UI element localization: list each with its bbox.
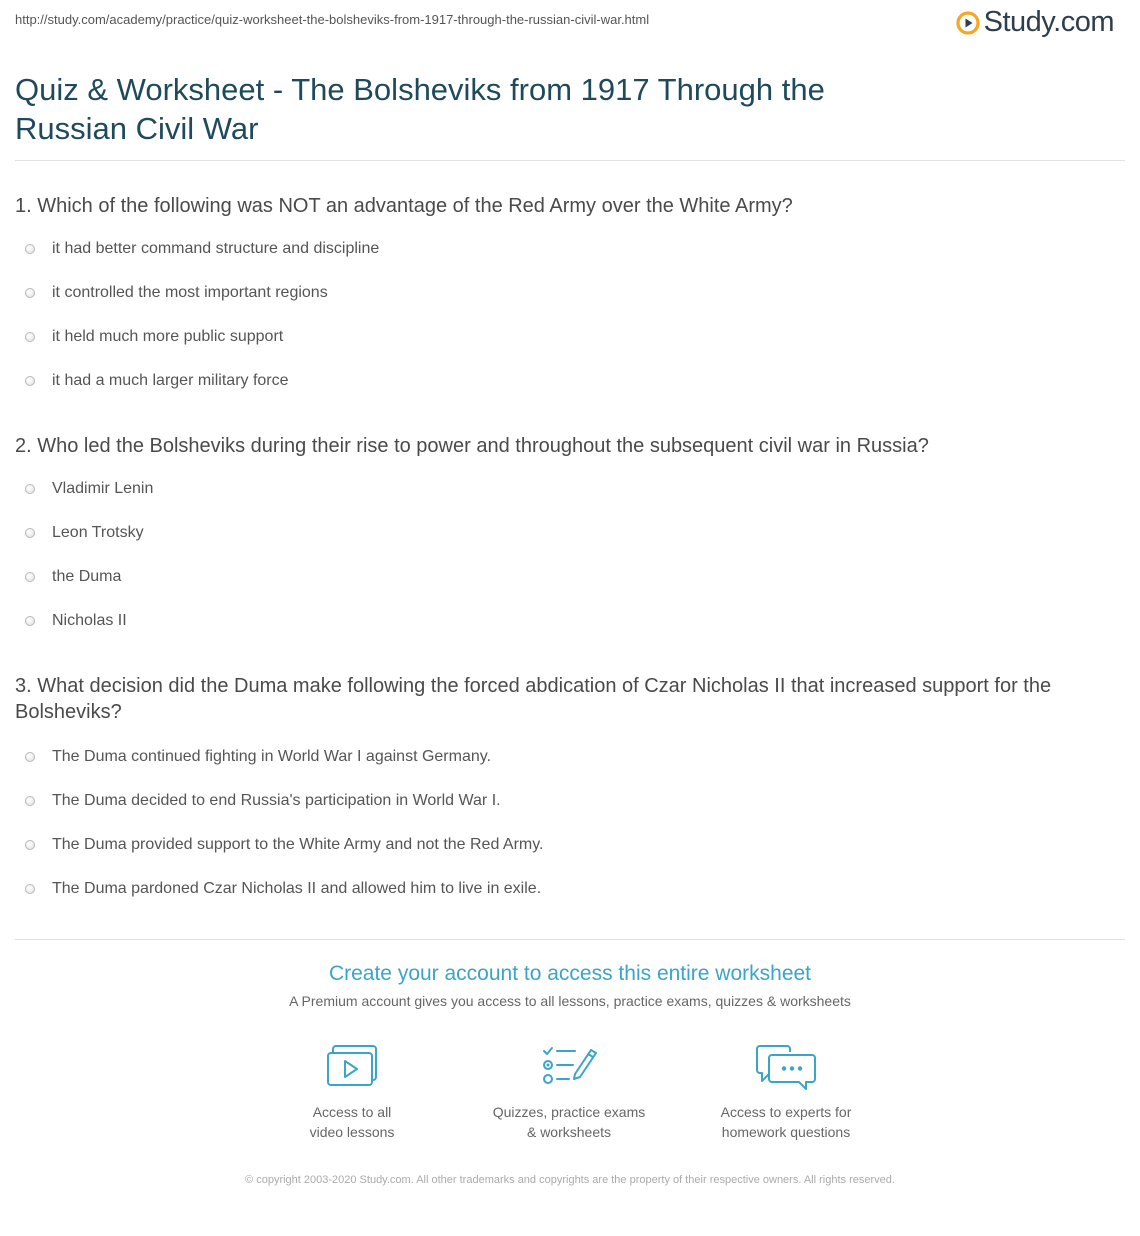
question-text: 2. Who led the Bolsheviks during their rise to power and throughout the subsequent civil war in Russia?	[15, 435, 929, 457]
copyright-notice: © copyright 2003-2020 Study.com. All other trademarks and copyrights are the property of their respective owners. All rights reserved.	[245, 1174, 895, 1186]
answer-option[interactable]	[15, 315, 1112, 359]
answer-label: The Duma decided to end Russia's participation in World War I.	[52, 792, 501, 809]
answer-label: Vladimir Lenin	[52, 480, 154, 497]
answer-option[interactable]	[15, 823, 1112, 867]
question-2	[15, 433, 1112, 643]
answer-label: The Duma continued fighting in World War I against Germany.	[52, 748, 492, 765]
radio-button[interactable]	[25, 244, 35, 254]
radio-button[interactable]	[25, 572, 35, 582]
study-logo[interactable]	[956, 6, 1114, 39]
feature-label-line: video lessons	[309, 1124, 395, 1140]
chat-bubbles-icon	[754, 1044, 818, 1090]
create-account-link[interactable]: Create your account to access this entire worksheet	[328, 962, 812, 985]
premium-subtitle: A Premium account gives you access to all lessons, practice exams, quizzes & worksheets	[289, 993, 851, 1009]
answer-label: it had a much larger military force	[52, 372, 289, 389]
radio-button[interactable]	[25, 484, 35, 494]
feature-quizzes	[479, 1044, 659, 1142]
radio-button[interactable]	[25, 796, 35, 806]
answer-option[interactable]	[15, 555, 1112, 599]
answer-label: it held much more public support	[52, 328, 284, 345]
radio-button[interactable]	[25, 332, 35, 342]
radio-button[interactable]	[25, 616, 35, 626]
answer-label: the Duma	[52, 568, 122, 585]
page-title: Quiz & Worksheet - The Bolsheviks from 1917 Through the Russian Civil War	[15, 72, 825, 146]
logo-text: Study.com	[983, 6, 1114, 38]
feature-experts	[696, 1044, 876, 1142]
answer-option[interactable]	[15, 867, 1112, 911]
answer-label: Nicholas II	[52, 612, 127, 629]
radio-button[interactable]	[25, 376, 35, 386]
feature-label	[696, 1102, 876, 1142]
question-text: 1. Which of the following was NOT an advantage of the Red Army over the White Army?	[15, 195, 793, 217]
radio-button[interactable]	[25, 884, 35, 894]
divider	[15, 939, 1125, 940]
quiz-checklist-icon	[541, 1044, 597, 1088]
feature-label-line: homework questions	[721, 1124, 851, 1140]
page-url: http://study.com/academy/practice/quiz-worksheet-the-bolsheviks-from-1917-through-the-russian-civil-war.html	[15, 12, 650, 27]
answer-label: Leon Trotsky	[52, 524, 144, 541]
radio-button[interactable]	[25, 840, 35, 850]
video-lessons-icon	[326, 1044, 378, 1088]
question-1	[15, 193, 1112, 403]
feature-label	[262, 1102, 442, 1142]
feature-video-lessons	[262, 1044, 442, 1142]
answer-option[interactable]	[15, 735, 1112, 779]
answer-option[interactable]	[15, 511, 1112, 555]
radio-button[interactable]	[25, 528, 35, 538]
feature-label-line: Access to all	[312, 1104, 392, 1120]
answer-label: The Duma provided support to the White Army and not the Red Army.	[52, 836, 544, 853]
feature-label-line: Access to experts for	[720, 1104, 852, 1120]
answer-option[interactable]	[15, 779, 1112, 823]
answer-option[interactable]	[15, 467, 1112, 511]
divider	[15, 160, 1125, 161]
answer-option[interactable]	[15, 271, 1112, 315]
feature-label-line: & worksheets	[526, 1124, 612, 1140]
question-3	[15, 673, 1112, 911]
feature-label	[479, 1102, 659, 1142]
answer-label: it had better command structure and discipline	[52, 240, 380, 257]
radio-button[interactable]	[25, 752, 35, 762]
question-text: 3. What decision did the Duma make following the forced abdication of Czar Nicholas II that increased support for the Bolsheviks?	[15, 675, 1052, 723]
answer-label: it controlled the most important regions	[52, 284, 328, 301]
answer-label: The Duma pardoned Czar Nicholas II and allowed him to live in exile.	[52, 880, 542, 897]
feature-label-line: Quizzes, practice exams	[492, 1104, 646, 1120]
answer-option[interactable]	[15, 227, 1112, 271]
answer-option[interactable]	[15, 599, 1112, 643]
play-circle-icon	[956, 11, 980, 35]
answer-option[interactable]	[15, 359, 1112, 403]
radio-button[interactable]	[25, 288, 35, 298]
